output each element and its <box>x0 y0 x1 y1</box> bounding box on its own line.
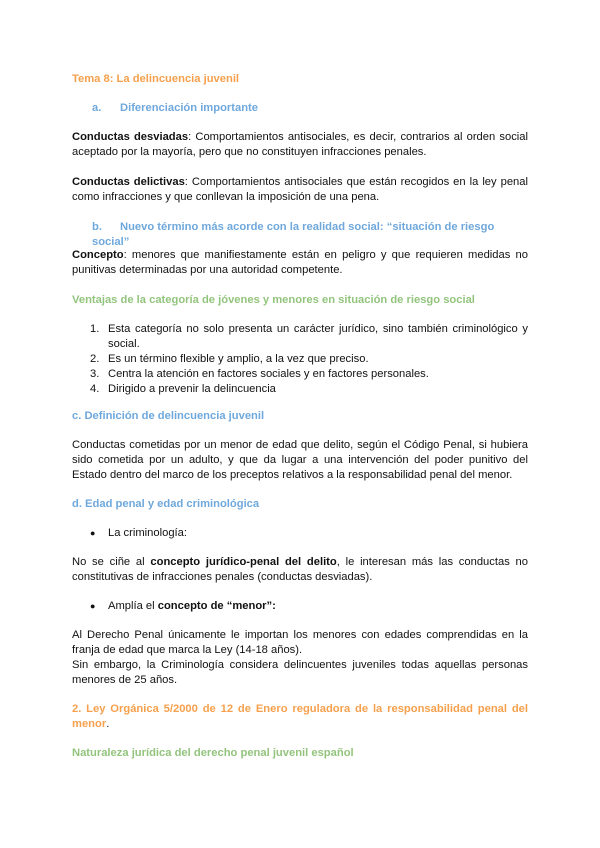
heading-ley-organica <box>72 702 528 732</box>
term-delictivas: Conductas delictivas <box>72 176 185 188</box>
list-item-number: 3. <box>90 368 100 380</box>
heading-d: d. Edad penal y edad criminológica <box>72 498 260 510</box>
paragraph-definicion: Conductas cometidas por un menor de edad que delito, según el Código Penal, si hubiera sido cometida por un adulto, y que da lugar a una intervención del poder punitivo del Estado dentro del marco de los preceptos relativos a la responsabilidad penal del menor. <box>72 439 528 481</box>
list-item-number: 2. <box>90 353 100 365</box>
heading-a-number: a. <box>92 102 102 114</box>
list-item <box>72 367 528 382</box>
term-desviadas: Conductas desviadas <box>72 131 189 143</box>
para1-bold: concepto jurídico-penal del delito <box>150 556 337 568</box>
text-desviadas: : Comportamientos antisociales, es decir, contrarios al orden social aceptado por la mayoría, pero que no constituyen infracciones penales. <box>72 131 528 158</box>
heading-a <box>92 101 528 116</box>
page-title: Tema 8: La delincuencia juvenil <box>72 73 240 85</box>
heading-b-number: b. <box>92 221 102 233</box>
heading-b-label: Nuevo término más acorde con la realidad social: “situación de riesgo social” <box>92 221 495 248</box>
list-item-text: Esta categoría no solo presenta un carácter jurídico, sino también criminológico y social. <box>108 323 528 350</box>
para1-pre: No se ciñe al <box>72 556 151 568</box>
list-item-text: Centra la atención en factores sociales y en factores personales. <box>108 368 429 380</box>
heading-ventajas: Ventajas de la categoría de jóvenes y menores en situación de riesgo social <box>72 294 475 306</box>
paragraph-derecho-penal: Al Derecho Penal únicamente le importan los menores con edades comprendidas en la franja de edad que marca la Ley (14-18 años). <box>72 629 528 656</box>
heading-naturaleza: Naturaleza jurídica del derecho penal juvenil español <box>72 747 354 759</box>
paragraph-concepto <box>72 248 528 278</box>
paragraph-delictivas <box>72 175 528 205</box>
text-concepto: : menores que manifiestamente están en peligro y que requieren medidas no punitivas determinadas por una autoridad competente. <box>72 249 528 276</box>
list-item-number: 4. <box>90 383 100 395</box>
text-delictivas: : Comportamientos antisociales que están recogidos en la ley penal como infracciones y que conllevan la imposición de una pena. <box>72 176 528 203</box>
ventajas-list <box>72 322 528 397</box>
list-item-text: Dirigido a prevenir la delincuencia <box>108 383 276 395</box>
paragraph-desviadas <box>72 130 528 160</box>
bullet-criminologia <box>90 526 528 541</box>
list-item <box>72 382 528 397</box>
list-item-text: Es un término flexible y amplio, a la vez que preciso. <box>108 353 369 365</box>
bullet-text: La criminología: <box>108 527 187 539</box>
paragraph-no-se-cine <box>72 555 528 585</box>
para1-post: , le interesan más las conductas no constitutivas de infracciones penales (conductas desviadas). <box>72 556 528 583</box>
heading-a-label: Diferenciación importante <box>120 102 259 114</box>
heading-b <box>92 220 528 250</box>
bullet-icon: ● <box>90 528 96 538</box>
bullet2-pre: Amplía el <box>108 600 158 612</box>
heading-ley-organica-end: . <box>106 718 110 730</box>
bullet-icon: ● <box>90 601 96 611</box>
bullet2-bold: concepto de “menor”: <box>157 600 276 612</box>
heading-ley-organica-text: 2. Ley Orgánica 5/2000 de 12 de Enero reguladora de la responsabilidad penal del menor <box>72 703 528 730</box>
paragraph-sin-embargo: Sin embargo, la Criminología considera delincuentes juveniles todas aquellas personas menores de 25 años. <box>72 659 528 686</box>
heading-c: c. Definición de delincuencia juvenil <box>72 410 265 422</box>
bullet-menor <box>90 599 528 614</box>
list-item <box>72 322 528 352</box>
list-item-number: 1. <box>90 323 100 335</box>
bullet-text <box>90 599 528 614</box>
list-item <box>72 352 528 367</box>
term-concepto: Concepto <box>72 249 124 261</box>
